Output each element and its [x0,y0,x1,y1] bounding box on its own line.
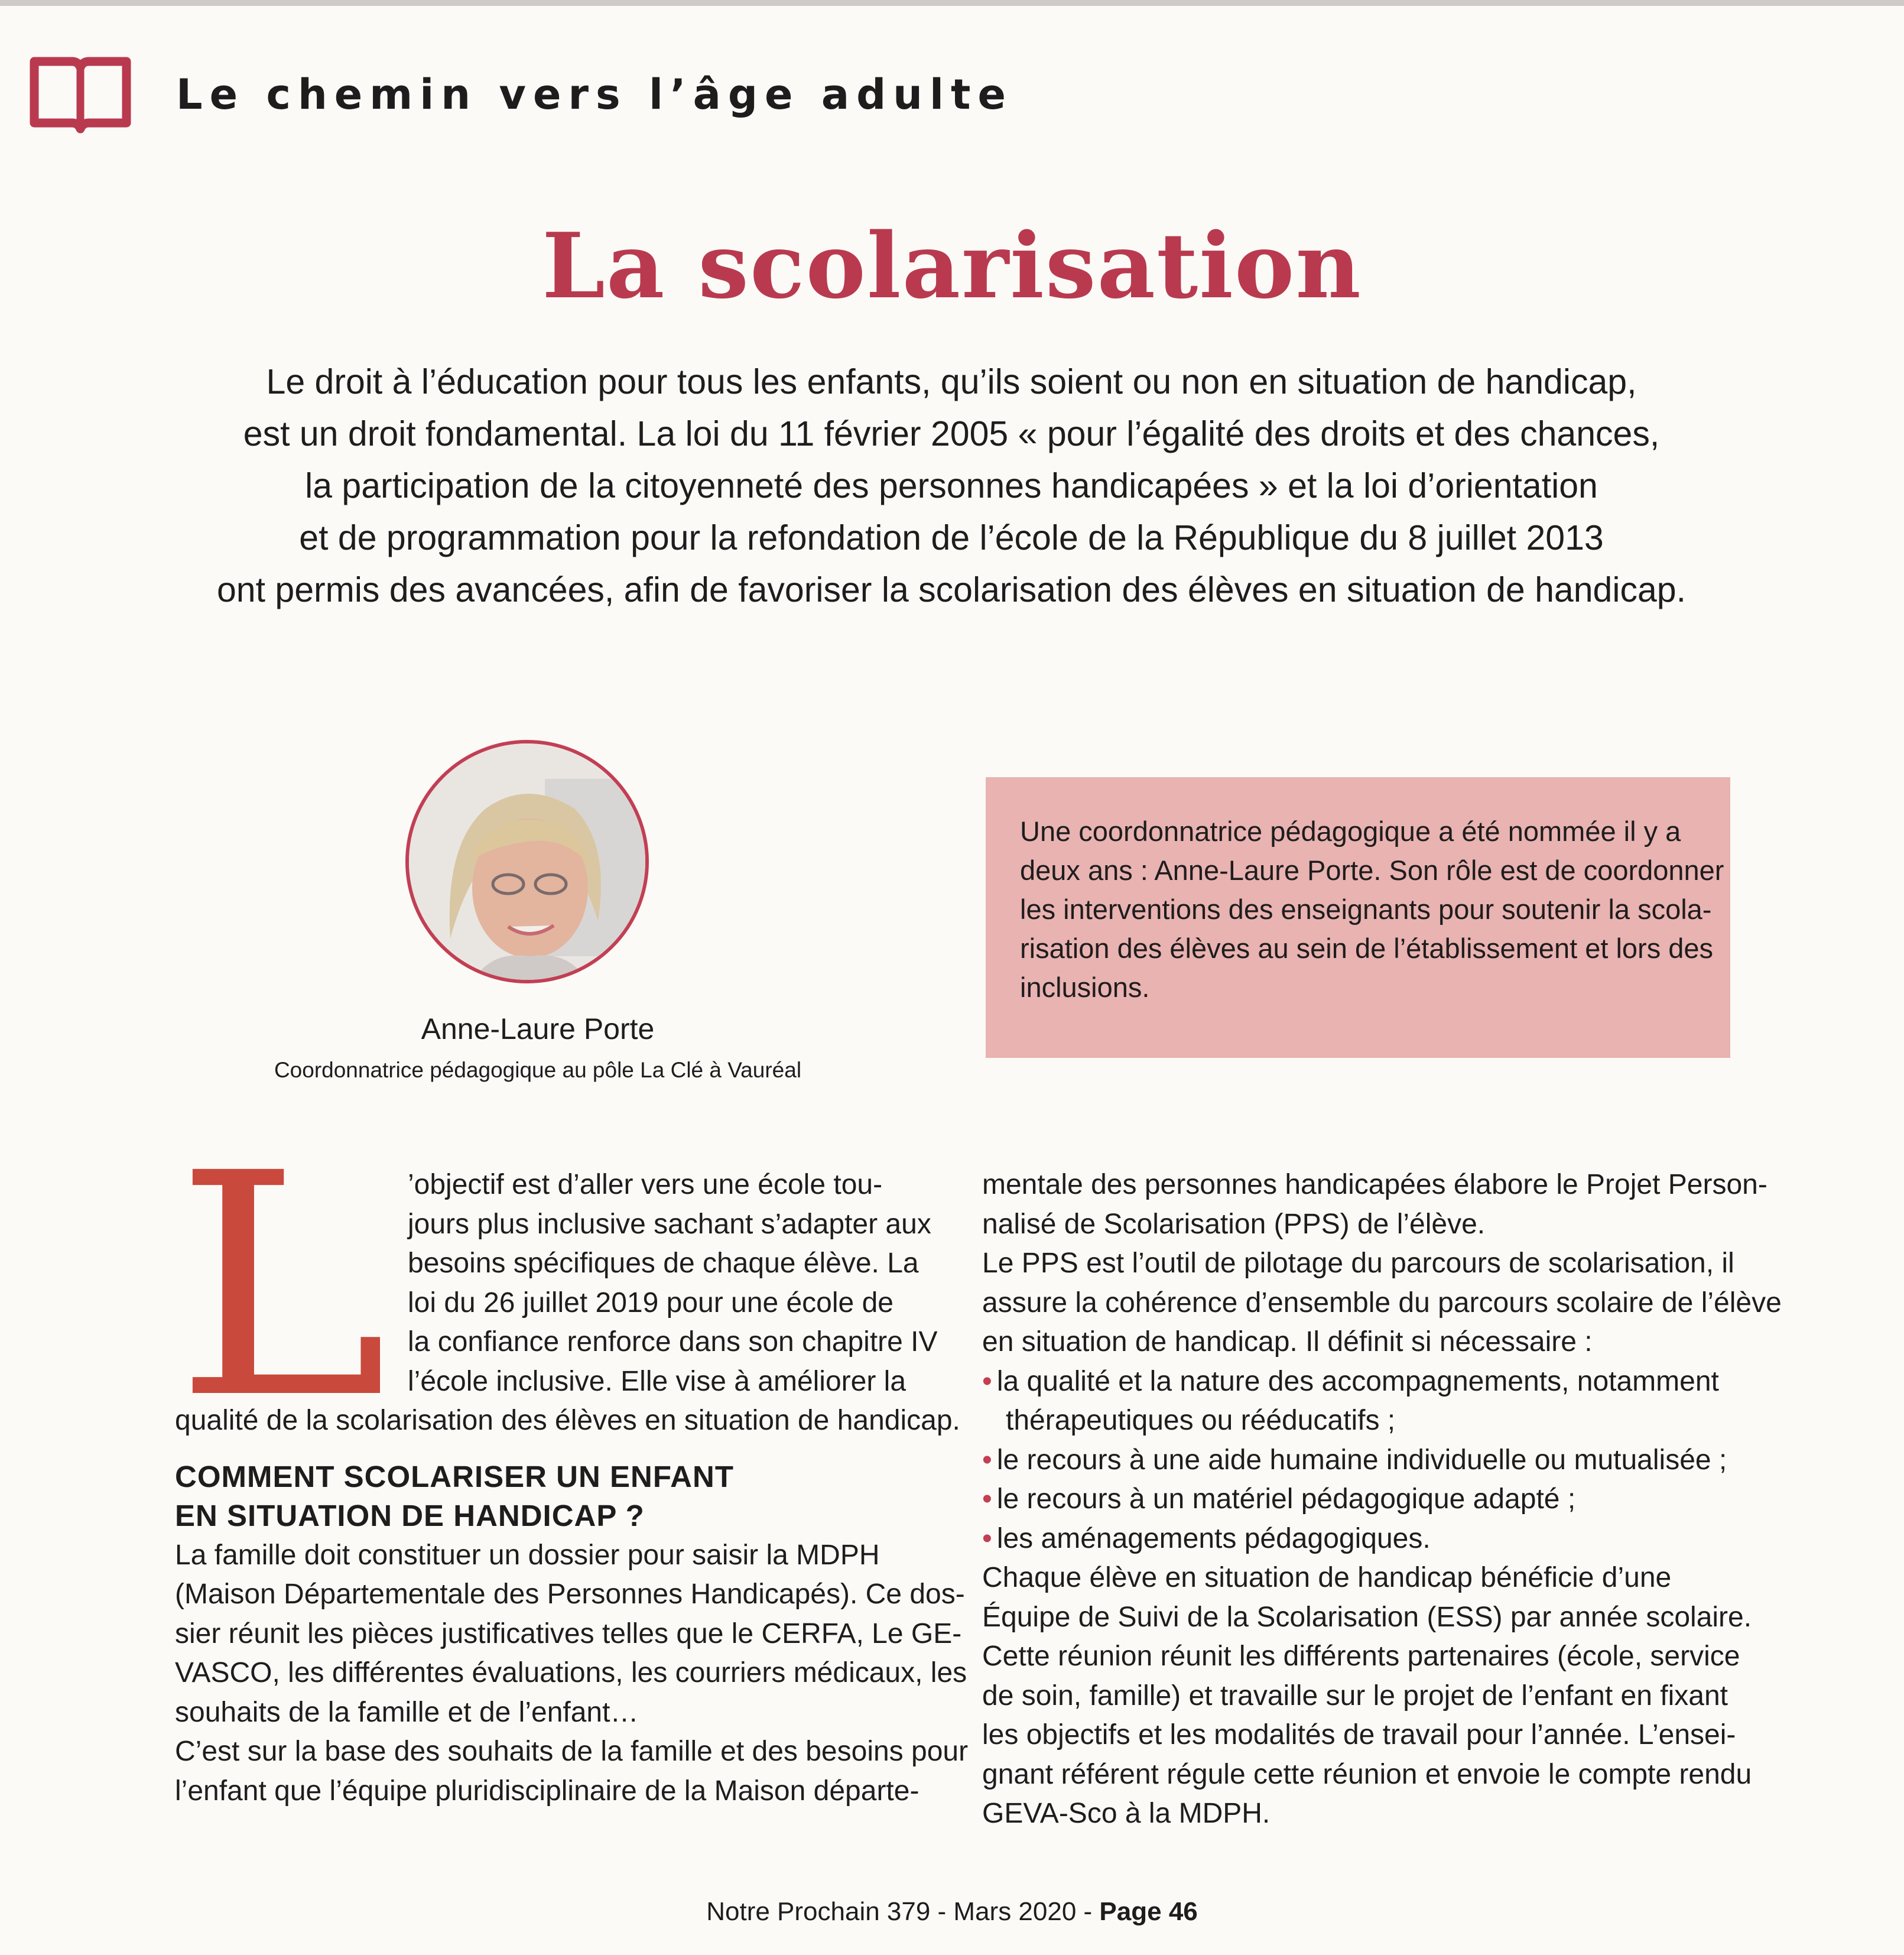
portrait-photo [405,740,649,983]
body-line: besoins spécifiques de chaque élève. La [408,1248,919,1279]
body-line: jours plus inclusive sachant s’adapter aux [408,1208,931,1240]
intro-line: la participation de la citoyenneté des personnes handicapées » et la loi d’orientation [305,466,1598,505]
callout-line: inclusions. [1020,972,1150,1003]
body-line: l’enfant que l’équipe pluridisciplinaire de la Maison départe- [175,1775,919,1807]
top-edge [0,0,1904,6]
article-title: La scolarisation [542,213,1362,319]
body-line: qualité de la scolarisation des élèves en situation de handicap. [175,1405,960,1436]
bullet-item: • les aménagements pédagogiques. [982,1519,1733,1559]
body-line: en situation de handicap. Il définit si nécessaire : [982,1326,1593,1358]
body-line: assure la cohérence d’ensemble du parcours scolaire de l’élève [982,1287,1782,1319]
bullet-continuation: thérapeutiques ou rééducatifs ; [1006,1405,1396,1436]
body-line: les objectifs et les modalités de travail pour l’année. L’ensei- [982,1719,1736,1751]
page-footer [0,1897,1904,1927]
intro-line: est un droit fondamental. La loi du 11 février 2005 « pour l’égalité des droits et des chances, [243,414,1660,453]
photo-caption-role: Coordonnatrice pédagogique au pôle La Clé à Vauréal [274,1058,802,1082]
portrait-illustration [409,743,645,980]
callout-line: Une coordonnatrice pédagogique a été nommée il y a [1020,816,1681,847]
body-line: La famille doit constituer un dossier pour saisir la MDPH [175,1539,880,1571]
body-line: Cette réunion réunit les différents partenaires (école, service [982,1641,1740,1672]
body-line: nalisé de Scolarisation (PPS) de l’élève. [982,1208,1486,1240]
footer-publication: Notre Prochain 379 - Mars 2020 - [706,1897,1100,1926]
intro-line: Le droit à l’éducation pour tous les enfants, qu’ils soient ou non en situation de handicap, [266,362,1637,401]
body-line: sier réunit les pièces justificatives telles que le CERFA, Le GE- [175,1618,962,1649]
open-book-icon [28,53,132,136]
body-line: la confiance renforce dans son chapitre IV [408,1326,938,1358]
intro-paragraph [177,356,1726,616]
body-line: loi du 26 juillet 2019 pour une école de [408,1287,893,1319]
body-line: Équipe de Suivi de la Scolarisation (ESS) par année scolaire. [982,1601,1752,1633]
left-column [175,1165,969,1811]
body-line: souhaits de la famille et de l’enfant… [175,1696,639,1728]
intro-line: ont permis des avancées, afin de favoriser la scolarisation des élèves en situation de handicap. [216,570,1686,609]
svg-text:L: L [175,1167,388,1404]
section-heading: COMMENT SCOLARISER UN ENFANT [175,1459,734,1493]
callout-line: risation des élèves au sein de l’établissement et lors des [1020,933,1714,964]
intro-line: et de programmation pour la refondation de l’école de la République du 8 juillet 2013 [299,518,1604,557]
body-line: Le PPS est l’outil de pilotage du parcours de scolarisation, il [982,1248,1734,1279]
section-heading: EN SITUATION DE HANDICAP ? [175,1499,645,1532]
body-line: VASCO, les différentes évaluations, les courriers médicaux, les [175,1657,967,1688]
body-line: GEVA-Sco à la MDPH. [982,1798,1271,1829]
body-line: de soin, famille) et travaille sur le projet de l’enfant en fixant [982,1680,1728,1712]
callout-text [1020,812,1724,1007]
section-label: Le chemin vers l’âge adulte [176,70,1013,119]
body-line: (Maison Départementale des Personnes Handicapés). Ce dos- [175,1579,965,1610]
photo-caption-name: Anne-Laure Porte [421,1012,655,1045]
bullet-item: • le recours à une aide humaine individuelle ou mutualisée ; [982,1441,1733,1480]
body-line: l’école inclusive. Elle vise à améliorer la [408,1365,906,1397]
right-column [982,1165,1782,1834]
body-line: mentale des personnes handicapées élabore le Projet Person- [982,1169,1767,1200]
bullet-item: • la qualité et la nature des accompagnements, notamment [982,1362,1733,1402]
body-line: ’objectif est d’aller vers une école tou- [408,1169,883,1200]
callout-line: les interventions des enseignants pour soutenir la scola- [1020,894,1712,925]
body-line: C’est sur la base des souhaits de la famille et des besoins pour [175,1736,969,1767]
bullet-item: • le recours à un matériel pédagogique adapté ; [982,1480,1733,1519]
section-header [28,53,1013,136]
body-line: gnant référent régule cette réunion et envoie le compte rendu [982,1758,1752,1790]
callout-line: deux ans : Anne-Laure Porte. Son rôle est de coordonner [1020,855,1724,886]
footer-page-number: Page 46 [1099,1897,1198,1926]
body-line: Chaque élève en situation de handicap bénéficie d’une [982,1562,1672,1593]
